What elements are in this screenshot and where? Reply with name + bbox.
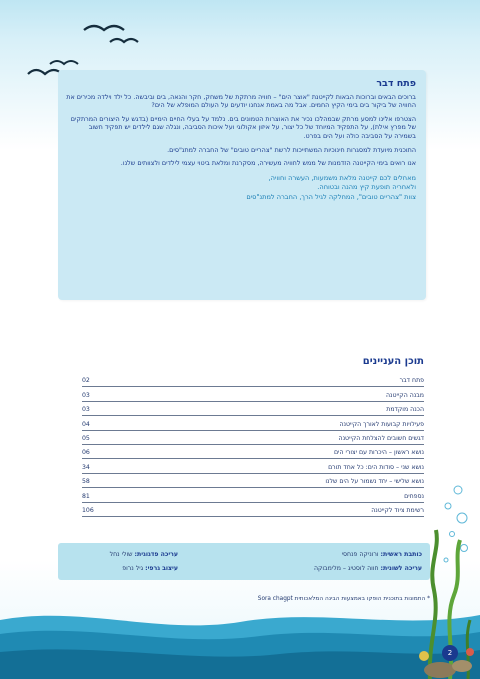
toc-row[interactable] xyxy=(82,387,424,401)
toc-row[interactable] xyxy=(82,373,424,387)
toc-page: 106 xyxy=(82,506,94,514)
sea-wave-decoration xyxy=(0,600,480,679)
toc-page: 04 xyxy=(82,420,90,428)
page-number-badge: 2 xyxy=(442,645,458,661)
toc-page: 06 xyxy=(82,449,90,457)
toc-page: 58 xyxy=(82,478,90,486)
toc-label: מבנה הקייטנה xyxy=(386,391,424,399)
toc-row[interactable] xyxy=(82,474,424,488)
toc-page: 05 xyxy=(82,434,90,442)
intro-paragraph: התוכנית מיועדת למסגרות חינוכיות המשתייכות לרשת "צהריים טובים" של החברה למתנ"סים. xyxy=(167,145,416,154)
credit-label: עריכה לשונית: xyxy=(380,565,422,572)
toc-label: דגשים חשובים להצלחת הקייטנה xyxy=(338,434,424,442)
credit-label: עריכה פדגוגית: xyxy=(134,551,178,558)
toc-page: 03 xyxy=(82,406,90,414)
toc-label: נושא ראשון – היכרות עם יצורי הים xyxy=(333,449,424,457)
toc-row[interactable] xyxy=(82,431,424,445)
toc-row[interactable] xyxy=(82,402,424,416)
credit-value: שולי נחל xyxy=(109,551,133,558)
toc-page: 03 xyxy=(82,391,90,399)
credit-design xyxy=(122,565,178,572)
table-of-contents xyxy=(82,356,424,517)
toc-label: פעילויות קבועות לאורך הקייטנה xyxy=(339,420,424,428)
intro-paragraph: ברוכים הבאים וברוכות הבאות לקייטנת "אוצר הים" – חוויה מרתקת של משחק, חקר והנאה, בים וביבשה. כל ילד וילדה מכירים את החוויה של ביקור בים בימי הקיץ החמים. אבל מה באמת אנחנו יודעים על העולם המופלא של הים? xyxy=(66,92,416,110)
toc-row[interactable] xyxy=(82,488,424,502)
toc-row[interactable] xyxy=(82,503,424,517)
toc-row[interactable] xyxy=(82,459,424,473)
intro-paragraph: הצטרפו אלינו למסע מרתק שבמהלכו נכיר את האוצרות הטמונים בים. נלמד על בעלי החיים הימיים (בדגש על היצורים המרתקים של מפרץ אילת), על התפקיד המיוחד של כל יצור, על איזון אקולוגי ועל איכות הסביבה, ונגלה שגם לילדים יש תפקיד חשוב בשמירה על הסביבה כולה ועל הים בפרט. xyxy=(70,114,416,140)
closing-line: ולאחריה תופעת קיץ מהנה ובטוחה. xyxy=(317,183,416,192)
closing-line: צוות "צהריים טובים", המחלקה לגיל הרך, החברה למתנ"סים xyxy=(246,192,416,201)
toc-label: פתח דבר xyxy=(399,377,424,385)
toc-label: נושא שני – סודות הים: כל אחד תורם xyxy=(328,463,424,471)
toc-page: 34 xyxy=(82,463,90,471)
intro-paragraph: אנו רואים בימי הקייטנה הזדמנות של ממש לחוויה מעשירה, מסקרנת ומלאת ביטוי עצמי לילדים ולצוותים שלנו. xyxy=(120,159,416,168)
image-footnote: * התמונות בתוכנית הופקו באמצעות הבינה המלאכותית Sora chagpt xyxy=(257,596,430,602)
toc-page: 02 xyxy=(82,377,90,385)
toc-label: נספחים xyxy=(404,492,424,500)
toc-label: הכנה מוקדמת xyxy=(386,406,424,414)
closing-line: מאחלים לכם קייטנה מלאת משמעות, העשרה וחוויה, xyxy=(268,173,416,182)
credit-lang-editor xyxy=(314,565,422,572)
credit-label: עיצוב גרפי: xyxy=(145,565,178,572)
intro-box xyxy=(58,70,426,300)
credit-label: כותבת ראשית: xyxy=(380,551,422,558)
toc-label: נושא שלישי – יחד נשמור על הים שלנו xyxy=(325,478,424,486)
toc-title: תוכן העניינים xyxy=(362,356,424,367)
toc-row[interactable] xyxy=(82,416,424,430)
intro-closing xyxy=(66,174,416,202)
toc-row[interactable] xyxy=(82,445,424,459)
credits-box xyxy=(58,543,430,580)
credit-value: ורוניקה פנחסי xyxy=(341,551,379,558)
credit-value: גיל נרופ xyxy=(122,565,144,572)
credit-value: חווה לוסטיג – מלימבוקה xyxy=(313,565,379,572)
intro-title: פתח דבר xyxy=(376,78,416,89)
toc-page: 81 xyxy=(82,492,90,500)
credit-ped-editor xyxy=(110,551,178,558)
toc-label: רשימת ציוד לקייטנה xyxy=(371,506,424,514)
